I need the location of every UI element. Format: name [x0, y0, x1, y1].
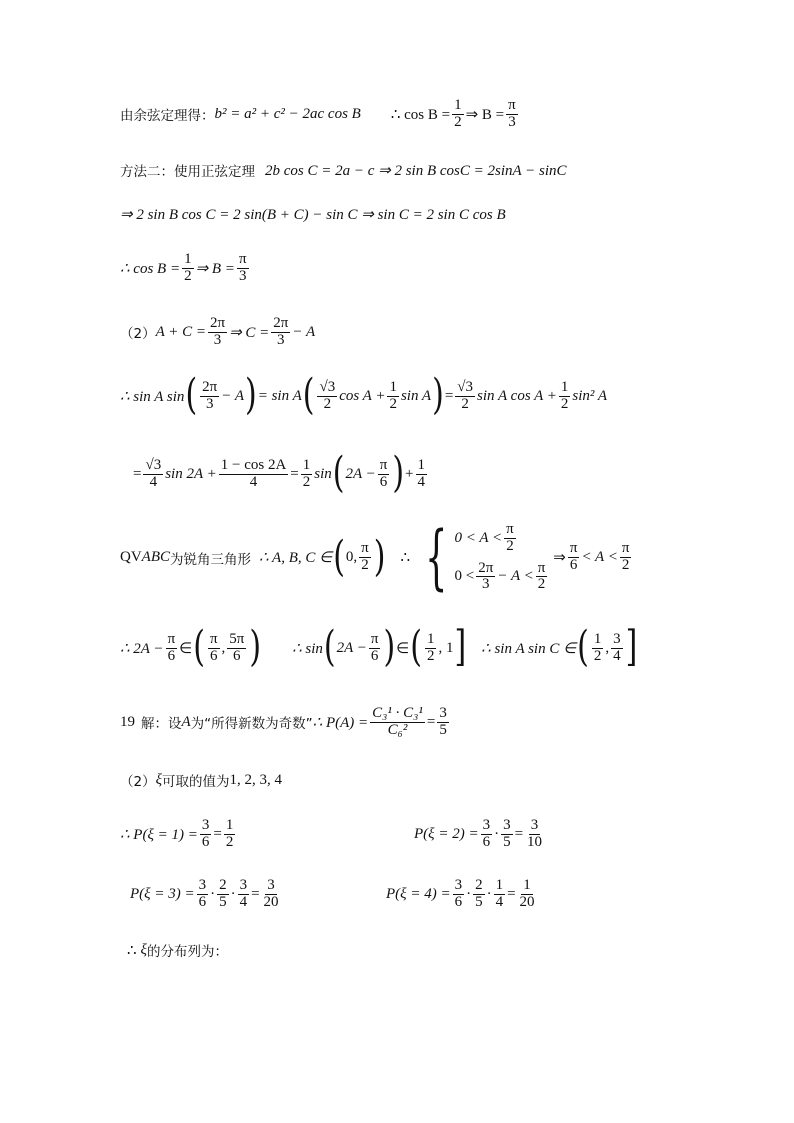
frac-2pi-3-b: $\frac{2\pi}{3}$: [273, 315, 289, 348]
eq-sin2A: sin² A: [572, 387, 608, 404]
eq-row2-start: 0 <: [454, 568, 475, 585]
line-prob-3: [130, 878, 283, 911]
line-acute-triangle: QV ABC 为锐角三角形 ∴ A, B, C ∈ ( 0, $\frac{\pi}{2}$ ) ∴ { 0 < A < $\frac{\pi}{2}$ 0 < $\frac{2\pi}{3}$ − A < $\frac{\pi}{2}$ ⇒ $\frac{\pi}{6}$ < A < $\frac{\pi}{2}$: [120, 516, 630, 598]
text-event-A: A: [181, 713, 191, 730]
text-QV: QV: [120, 549, 142, 565]
eq-equals-b: =: [290, 465, 299, 482]
line-prob-1: [120, 818, 237, 851]
text-possible-values: 可取的值为: [162, 774, 230, 790]
eq-P-xi-4: P(ξ = 4) =: [386, 885, 451, 902]
eq-equals: =: [426, 713, 436, 730]
frac-half: $\frac{1}{2}$: [454, 97, 462, 130]
eq-cosine-law: b² = a² + c² − 2ac cos B: [214, 105, 361, 122]
frac-5pi-6: $\frac{5\pi}{6}$: [229, 631, 245, 664]
frac-pi-3: $\frac{\pi}{3}$: [238, 251, 247, 284]
symbol-in: ∈: [179, 640, 193, 657]
eq-A-plus-C: A + C =: [155, 323, 206, 340]
question-number: 19: [120, 713, 135, 730]
line-q19: [120, 706, 451, 739]
frac-sqrt3-2-b: $\frac{√3}{2}$: [457, 379, 474, 412]
eq-C-equals: ⇒ C =: [229, 324, 270, 341]
symbol-in-b: ∈: [396, 640, 410, 657]
frac-half-b: $\frac{1}{2}$: [593, 631, 602, 664]
eq-sinA-b: sin A: [400, 387, 432, 404]
eq-sinA-cosA: sin A cos A +: [477, 387, 557, 404]
symbol-dot: ·: [486, 885, 492, 902]
frac-1-2: $\frac{1}{2}$: [225, 817, 234, 850]
frac-combination: $\frac{\text{C₃¹ · C₃¹}}{\text{C₆²}}$: [372, 705, 423, 738]
eq-2A-minus: 2A −: [345, 465, 376, 482]
eq-equals: =: [133, 465, 142, 482]
symbol-comma: ,: [221, 639, 226, 656]
frac-half: $\frac{1}{2}$: [184, 251, 192, 284]
text-acute-triangle: 为锐角三角形: [170, 551, 252, 568]
frac-1-4: $\frac{1}{4}$: [495, 877, 504, 910]
frac-pi-6: $\frac{\pi}{6}$: [379, 457, 388, 490]
frac-pi-6: $\frac{\pi}{6}$: [569, 540, 578, 573]
eq-cosA-plus: cos A +: [339, 387, 386, 404]
eq-cosB-pre: ∴ cos B =: [120, 260, 181, 277]
frac-sqrt3-2: $\frac{√3}{2}$: [319, 379, 336, 412]
text-cosine-law-label: 由余弦定理得：: [120, 108, 215, 125]
eq-cosB: ∴ cos B =: [390, 106, 451, 123]
frac-3-4: $\frac{3}{4}$: [613, 631, 621, 664]
eq-sin2A-plus: sin 2A +: [165, 465, 217, 482]
frac-3-10: $\frac{3}{10}$: [527, 817, 543, 850]
eq-implies: ⇒: [553, 550, 566, 566]
eq-sinA-sin: ∴ sin A sin: [120, 388, 185, 405]
eq-minus-A: − A: [221, 387, 244, 404]
frac-2-5: $\frac{2}{5}$: [475, 877, 483, 910]
text-method-two: 方法二：使用正弦定理: [120, 164, 255, 180]
frac-pi-6-b: $\frac{\pi}{6}$: [209, 631, 218, 664]
symbol-dot: ·: [494, 825, 500, 842]
symbol-xi: ξ: [155, 771, 163, 788]
label-part-two: （2）: [120, 774, 156, 790]
text-distribution: 的分布列为：: [146, 944, 228, 960]
eq-implies: ⇒ B =: [465, 106, 505, 123]
frac-pi-6-c: $\frac{\pi}{6}$: [370, 631, 379, 664]
line-prob-2: [414, 818, 546, 851]
frac-2-5: $\frac{2}{5}$: [219, 877, 227, 910]
eq-P-xi-3: P(ξ = 3) =: [130, 885, 195, 902]
symbol-xi: ξ: [140, 941, 147, 958]
eq-interval-start: 0,: [345, 549, 358, 565]
text-solution-let: 解：设: [141, 716, 182, 733]
frac-3-6: $\frac{3}{6}$: [454, 877, 463, 910]
line-method-two: [120, 160, 567, 180]
frac-half: $\frac{1}{2}$: [302, 457, 311, 490]
eq-PA: ∴ P(A) =: [312, 714, 369, 731]
eq-comma-one: , 1: [438, 639, 454, 656]
eq-2A-minus: ∴ 2A −: [120, 640, 164, 657]
eq-ABC-in: ∴ A, B, C ∈: [259, 550, 333, 566]
eq-equals: =: [213, 825, 222, 842]
frac-2pi-3: $\frac{2\pi}{3}$: [209, 315, 226, 348]
line-cosine-law: [120, 98, 520, 131]
frac-half: $\frac{1}{2}$: [389, 379, 397, 412]
frac-3-6: $\frac{3}{6}$: [198, 877, 207, 910]
line-xi-values: [120, 770, 282, 790]
frac-2pi-3: $\frac{2\pi}{3}$: [202, 379, 218, 412]
frac-3-5: $\frac{3}{5}$: [439, 705, 447, 738]
eq-plus: +: [405, 465, 414, 482]
eq-equals: =: [507, 885, 516, 902]
line-prob-4: [386, 878, 539, 911]
symbol-therefore: ∴: [400, 550, 410, 566]
eq-P-xi-2: P(ξ = 2) =: [414, 825, 479, 842]
frac-3-6: $\frac{3}{6}$: [482, 817, 491, 850]
symbol-dot: ·: [230, 885, 236, 902]
eq-sine-law: 2b cos C = 2a − c ⇒ 2 sin B cosC = 2sinA − sinC: [265, 162, 567, 179]
eq-sinA: = sin A: [257, 387, 302, 404]
frac-3-20: $\frac{3}{20}$: [263, 877, 279, 910]
inequality-system: { 0 < A < $\frac{\pi}{2}$ 0 < $\frac{2\pi}{3}$ − A < $\frac{\pi}{2}$: [425, 516, 546, 598]
line-cosB-result: [120, 252, 251, 285]
eq-row1: 0 < A <: [454, 529, 503, 546]
line-ranges: ∴ 2A − $\frac{\pi}{6}$ ∈ ( $\frac{\pi}{6}$ , $\frac{5\pi}{6}$ ) ∴ sin ( 2A − $\frac{\pi}{6}$ ) ∈ ( $\frac{1}{2}$ , 1 ] ∴ sin A sin C ∈ ( $\frac{1}{2}$ , $\frac{3}{4}$ ]: [120, 623, 638, 673]
symbol-dot: ·: [210, 885, 216, 902]
eq-derivation: ⇒ 2 sin B cos C = 2 sin(B + C) − sin C ⇒ sin C = 2 sin C cos B: [120, 207, 506, 223]
line-distribution: [127, 940, 228, 960]
symbol-therefore: ∴: [127, 942, 137, 959]
frac-1-4: $\frac{1}{4}$: [417, 457, 426, 490]
eq-equals: =: [514, 825, 524, 842]
frac-pi-2: $\frac{\pi}{2}$: [506, 521, 514, 554]
eq-sin: sin: [314, 465, 332, 482]
text-values: 1, 2, 3, 4: [229, 771, 283, 788]
frac-pi-2-b: $\frac{\pi}{2}$: [537, 559, 546, 593]
symbol-dot: ·: [466, 885, 472, 902]
label-part-two: （2）: [120, 326, 156, 343]
text-ABC: ABC: [141, 549, 171, 565]
eq-row2-mid: − A <: [497, 568, 534, 585]
eq-sinA-sinC: ∴ sin A sin C ∈: [481, 640, 577, 657]
frac-sqrt3-4: $\frac{√3}{4}$: [145, 457, 162, 490]
frac-half-b: $\frac{1}{2}$: [560, 379, 569, 412]
frac-3-6: $\frac{3}{6}$: [201, 817, 210, 850]
eq-P-xi-1: ∴ P(ξ = 1) =: [120, 826, 198, 843]
frac-half: $\frac{1}{2}$: [426, 631, 435, 664]
frac-3-4: $\frac{3}{4}$: [239, 877, 248, 910]
frac-1-cos2A-4: $\frac{1 - \cos 2A}{4}$: [220, 457, 287, 490]
eq-equals: =: [251, 885, 260, 902]
frac-pi-2: $\frac{\pi}{2}$: [361, 540, 369, 573]
eq-minus-A: − A: [292, 323, 316, 340]
frac-1-20: $\frac{1}{20}$: [519, 877, 535, 910]
eq-B-equals: ⇒ B =: [195, 260, 235, 277]
frac-pi-3: $\frac{\pi}{3}$: [508, 97, 516, 130]
line-part-two: [120, 316, 315, 349]
frac-3-5: $\frac{3}{5}$: [503, 817, 511, 850]
eq-equals: =: [444, 387, 454, 404]
eq-2A-minus-b: 2A −: [336, 639, 367, 656]
eq-A-range: < A <: [581, 549, 618, 565]
frac-2pi-3: $\frac{2\pi}{3}$: [478, 559, 494, 593]
line-product-expansion: ∴ sin A sin ( $\frac{2\pi}{3}$ − A ) = sin A ( $\frac{√3}{2}$ cos A + $\frac{1}{2}$ sin A ) = $\frac{√3}{2}$ sin A cos A + $\frac{1}{2}$ sin² A: [120, 371, 608, 421]
text-event-desc: 为“所得新数为奇数”: [190, 716, 313, 733]
line-simplified: = $\frac{√3}{4}$ sin 2A + $\frac{1 - \cos 2A}{4}$ = $\frac{1}{2}$ sin ( 2A − $\frac{\pi}{6}$ ) + $\frac{1}{4}$: [133, 449, 426, 499]
line-derivation: [120, 205, 506, 224]
frac-pi-6: $\frac{\pi}{6}$: [167, 631, 176, 664]
frac-pi-2-c: $\frac{\pi}{2}$: [621, 540, 630, 573]
eq-therefore-sin: ∴ sin: [292, 640, 323, 657]
